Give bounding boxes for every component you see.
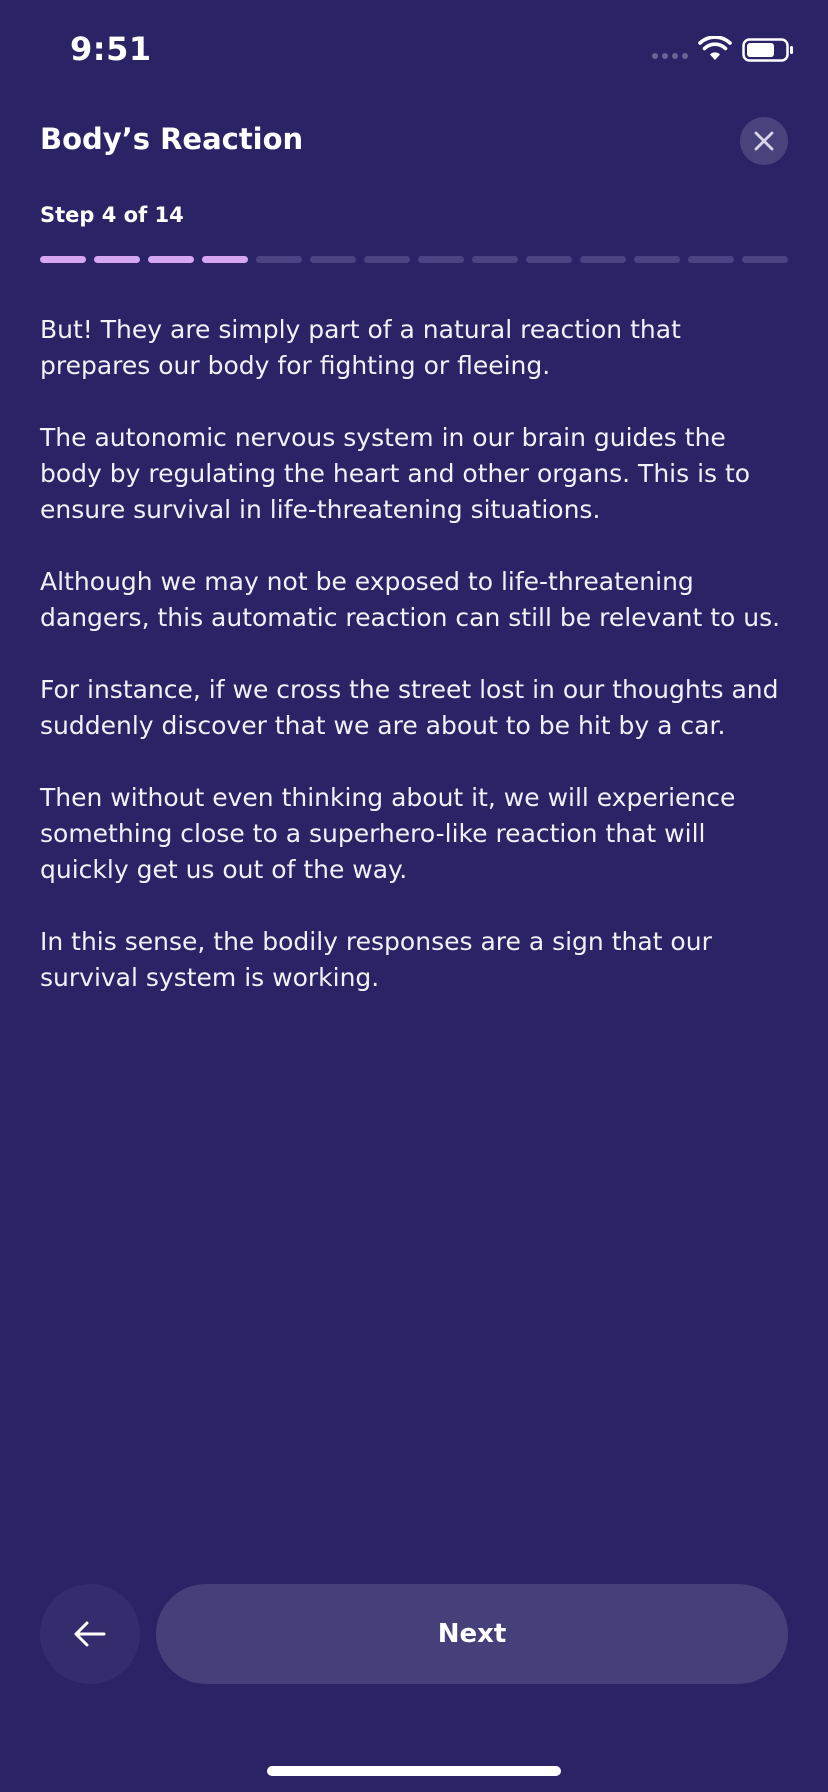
content-paragraph: But! They are simply part of a natural reaction that prepares our body for fighting or fleeing. <box>40 315 681 380</box>
content-text <box>40 312 790 1032</box>
content-paragraph: In this sense, the bodily responses are a sign that our survival system is working. <box>40 927 712 992</box>
header <box>0 100 828 190</box>
signal-dots-icon <box>652 53 688 59</box>
progress-segment-done <box>94 256 140 263</box>
progress-segment-done <box>40 256 86 263</box>
close-button[interactable] <box>740 117 788 165</box>
status-bar <box>0 0 828 100</box>
progress-segment-pending <box>256 256 302 263</box>
progress-segment-pending <box>634 256 680 263</box>
wifi-icon <box>698 36 732 62</box>
progress-segment-pending <box>472 256 518 263</box>
progress-segment-pending <box>742 256 788 263</box>
arrow-left-icon <box>73 1620 107 1648</box>
close-icon <box>753 130 775 152</box>
content-paragraph: Although we may not be exposed to life-threatening dangers, this automatic reaction can still be relevant to us. <box>40 567 781 632</box>
page-title: Body’s Reaction <box>40 122 304 156</box>
home-indicator <box>267 1766 561 1776</box>
progress-segment-done <box>148 256 194 263</box>
progress-segment-pending <box>526 256 572 263</box>
step-label: Step 4 of 14 <box>40 203 184 227</box>
content-paragraph: For instance, if we cross the street lost in our thoughts and suddenly discover that we are about to be hit by a car. <box>40 675 779 740</box>
back-button[interactable] <box>40 1584 140 1684</box>
progress-segment-pending <box>580 256 626 263</box>
progress-bar <box>40 256 788 264</box>
content-paragraph: Then without even thinking about it, we will experience something close to a superhero-like reaction that will quickly get us out of the way. <box>40 783 736 884</box>
next-button[interactable]: Next <box>156 1584 788 1684</box>
battery-icon <box>742 38 794 62</box>
content-paragraph: The autonomic nervous system in our brain guides the body by regulating the heart and other organs. This is to ensure survival in life-threatening situations. <box>40 423 751 524</box>
progress-segment-pending <box>310 256 356 263</box>
progress-segment-pending <box>418 256 464 263</box>
progress-segment-pending <box>688 256 734 263</box>
progress-segment-pending <box>364 256 410 263</box>
progress-segment-done <box>202 256 248 263</box>
status-time: 9:51 <box>70 30 152 68</box>
